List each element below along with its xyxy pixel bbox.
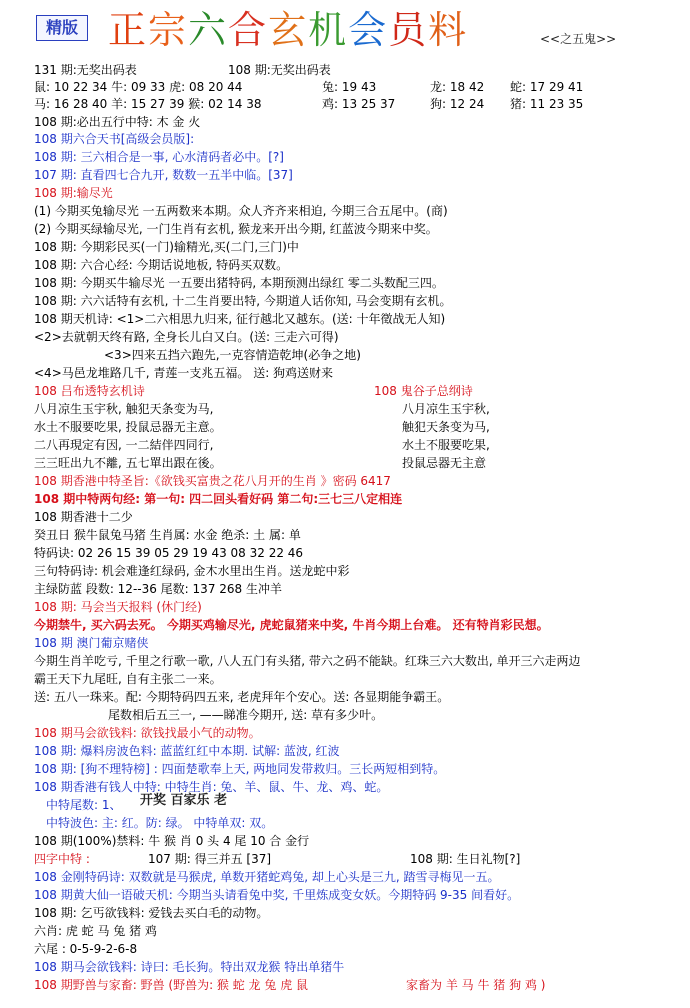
title-char: 合 [228,8,269,52]
text-segment: 狗: 12 24 [430,97,485,111]
text-segment: 蛇: 17 29 41 [510,80,584,94]
text-segment: 107 期: 得三并五 [37] [148,852,272,866]
text-line [34,797,684,814]
text-line [34,509,684,526]
text-segment: 投鼠忌器无主意 [402,456,487,470]
text-line [34,239,684,256]
title-char: 料 [428,8,469,52]
text-segment: 108 期 澳门葡京赌侠 [34,636,149,650]
text-line [34,635,684,652]
text-segment: 108 吕布透特玄机诗 [34,384,145,398]
text-segment: 108 期香港中特圣旨:《欲钱买富贵之花八月开的生肖 》密码 6417 [34,474,391,488]
text-line [34,617,684,634]
text-segment: 108 鬼谷子总纲诗 [374,384,473,398]
page-header [0,0,690,58]
text-segment: 108 期: 三六相合是一事, 心水清码者必中。[?] [34,150,284,164]
text-segment: 108 金刚特码诗: 双数就是马猴虎, 单数开猪蛇鸡兔, 却上心头是三九, 踏雪寻梅见一五。 [34,870,500,884]
text-segment: 108 期野兽与家畜: 野兽 (野兽为: 猴 蛇 龙 兔 虎 鼠 [34,978,309,992]
text-segment: 108 期天机诗: <1>二六相思九归来, 征行越北又越东。(送: 十年徵战无人知) [34,312,446,326]
text-segment: 六肖: 虎 蛇 马 兔 猪 鸡 [34,924,157,938]
text-segment: 三句特码诗: 机会难逢红绿码, 金木水里出生肖。送龙蛇中彩 [34,564,350,578]
text-line [34,815,684,832]
text-segment: 108 期: 今期彩民买(一门)输精光,买(二门,三门)中 [34,240,299,254]
text-segment: 八月凉生玉宇秋, [402,402,490,416]
text-segment: 108 期黄大仙一语破天机: 今期当头请看兔中奖, 千里炼成变女妖。今期特码 9-35 间看好。 [34,888,520,902]
text-segment: 108 期:必出五行中特: 木 金 火 [34,115,201,129]
text-segment: 癸丑日 猴牛鼠兔马猪 生肖属: 水金 绝杀: 土 属: 单 [34,528,301,542]
text-segment: 中特尾数: 1、 [46,798,122,812]
text-line [34,725,684,742]
text-line [34,275,684,292]
text-line [34,833,684,850]
text-segment: 霸王天下九尾旺, 自有主张二一来。 [34,672,222,686]
page-title [108,6,468,54]
text-segment: 108 期马会欲钱料: 诗曰: 毛长狗。特出双龙猴 特出单猪牛 [34,960,345,974]
text-line [34,365,684,382]
text-segment: 108 期: 爆料房波色料: 蓝蓝红红中本期. 试解: 蓝波, 红波 [34,744,340,758]
text-segment: 中特波色: 主: 红。防: 绿。 中特单双: 双。 [46,816,274,830]
text-line [34,114,684,131]
text-line [34,79,684,96]
text-segment: 猪: 11 23 35 [510,97,584,111]
text-segment: 108 期: 马会当天报料 (休门经) [34,600,202,614]
text-line [34,761,684,778]
text-segment: 家畜为 羊 马 牛 猪 狗 鸡 ) [406,978,546,992]
text-segment: 特码诀: 02 26 15 39 05 29 19 43 08 32 22 46 [34,546,304,560]
text-line [34,869,684,886]
text-line [34,419,684,436]
text-line [34,221,684,238]
text-line [34,437,684,454]
text-segment: 131 期:无奖出码表 [34,63,137,77]
text-segment: 今期生肖羊吃亏, 千里之行歌一歌, 八人五门有头猪, 带六之码不能缺。红珠三六大数出, 单开三六走两边 [34,654,581,668]
text-line [34,473,684,490]
text-segment: 尾数相后五三一, ——睇准今期开, 送: 草有多少叶。 [108,708,384,722]
text-line [34,671,684,688]
text-segment: 107 期: 直看四七合九开, 数数一五半中临。[37] [34,168,293,182]
text-segment: 三三旺出九不離, 五七單出跟在後。 [34,456,222,470]
title-char: 员 [388,8,429,52]
text-segment: 108 期:无奖出码表 [228,63,331,77]
text-segment: 108 期: 今期买牛输尽光 一五要出猪特码, 本期预测出绿红 零二头数配三四。 [34,276,444,290]
text-line [34,653,684,670]
text-segment: 108 期:输尽光 [34,186,113,200]
text-line [34,167,684,184]
text-line [34,383,684,400]
text-line [34,905,684,922]
title-char: 会 [348,8,389,52]
page-subtitle: <<之五鬼>> [540,32,617,46]
text-line [34,887,684,904]
text-segment: 108 期香港有钱人中特: 中特生肖: 兔、羊、鼠、牛、龙、鸡、蛇。 [34,780,389,794]
text-line [34,455,684,472]
text-segment: 108 期六合天书[高级会员版]: [34,132,195,146]
text-segment: 108 期香港十二少 [34,510,133,524]
text-line [34,689,684,706]
title-char: 宗 [148,8,189,52]
text-line [34,96,684,113]
text-segment: (2) 今期买绿输尽光, 一门生肖有玄机, 猴龙来开出今期, 红蓝波今期来中奖。 [34,222,438,236]
text-line [34,62,684,79]
text-line [34,293,684,310]
text-segment: 108 期: 六六话特有玄机, 十二生肖要出特, 今期道人话你知, 马会变期有玄机。 [34,294,452,308]
text-segment: <4>马邑龙堆路几千, 青莲一支兆五福。 送: 狗鸡送财来 [34,366,334,380]
text-segment: 四字中特 : [34,852,90,866]
text-segment: 108 期中特两句经: 第一句: 四二回头看好码 第二句:三七三八定相连 [34,492,403,506]
text-line [34,707,684,724]
text-line [34,941,684,958]
text-line [34,311,684,328]
text-segment: 送: 五八一珠来。配: 今期特码四五来, 老虎拜年个安心。送: 各显期能争霸王。 [34,690,450,704]
text-line [34,527,684,544]
text-segment: 兔: 19 43 [322,80,377,94]
text-segment: 六尾 : 0-5-9-2-6-8 [34,942,138,956]
text-segment: 触犯天条变为马, [402,420,490,434]
text-segment: 龙: 18 42 [430,80,485,94]
text-line [34,599,684,616]
text-segment: <2>去就朝天终有路, 全身长儿白又白。(送: 三走六可得) [34,330,339,344]
title-char: 玄 [268,8,309,52]
text-line [34,779,684,796]
text-line [34,959,684,976]
text-line [34,131,684,148]
text-line [34,491,684,508]
text-line [34,203,684,220]
text-segment: 水土不服要吃果, 投鼠忌器无主意。 [34,420,222,434]
title-char: 六 [188,8,229,52]
text-line [34,257,684,274]
text-segment: 主绿防蓝 段数: 12--36 尾数: 137 268 生冲羊 [34,582,282,596]
edition-badge: 精版 [36,15,88,41]
text-segment: 108 期: 乞丐欲钱料: 爱钱去买白毛的动物。 [34,906,269,920]
text-line [34,149,684,166]
text-segment: 108 期(100%)禁料: 牛 猴 肖 0 头 4 尾 10 合 金行 [34,834,310,848]
text-line [34,401,684,418]
text-segment: 二八再現定有因, 一二結伴四同行, [34,438,214,452]
text-line [34,923,684,940]
text-segment: 108 期: [狗不理特榜] : 四面楚歌奉上天, 两地同发带救归。三长两短相到特。 [34,762,446,776]
title-char: 机 [308,8,349,52]
text-line [34,563,684,580]
text-line [34,347,684,364]
text-line [34,743,684,760]
text-segment: 108 期马会欲钱料: 欲钱找最小气的动物。 [34,726,261,740]
text-line [34,581,684,598]
text-segment: 108 期: 六合心经: 今期话说地板, 特码买双数。 [34,258,289,272]
text-segment: <3>四来五挡六跑先,一克容情造乾坤(必争之地) [104,348,361,362]
text-segment: 鸡: 13 25 37 [322,97,396,111]
text-line [34,851,684,868]
text-segment: 108 期: 生日礼物[?] [410,852,521,866]
overlay-watermark: 开奖 百家乐 老 [140,793,228,808]
text-line [34,185,684,202]
text-segment: 八月凉生玉宇秋, 触犯天条变为马, [34,402,214,416]
text-line [34,329,684,346]
title-char: 正 [108,8,149,52]
text-segment: (1) 今期买兔输尽光 一五两数来本期。众人齐齐来相迫, 今期三合五尾中。(商) [34,204,448,218]
text-segment: 水土不服要吃果, [402,438,490,452]
text-segment: 鼠: 10 22 34 牛: 09 33 虎: 08 20 44 [34,80,243,94]
text-line [34,977,684,994]
text-line [34,545,684,562]
text-segment: 今期禁牛, 买六码去死。 今期买鸡输尽光, 虎蛇鼠猪来中奖, 牛肖今期上台难。 还有特肖彩民想。 [34,618,549,632]
text-segment: 马: 16 28 40 羊: 15 27 39 猴: 02 14 38 [34,97,262,111]
